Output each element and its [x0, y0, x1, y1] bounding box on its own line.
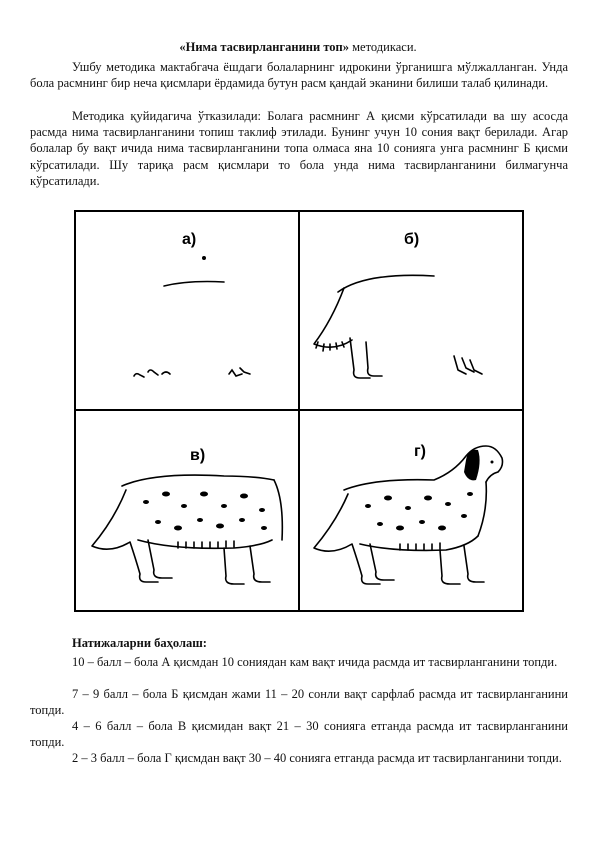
result-item-10: 10 – балл – бола А қисмдан 10 сониядан кам вақт ичида расмда ит тасвирланганини топди.	[72, 655, 558, 669]
panel-a-fragments	[134, 257, 250, 377]
result-item-7-9: 7 – 9 балл – бола Б қисмдан жами 11 – 20 сонли вақт сарфлаб расмда ит тасвирланганини топди.	[30, 687, 568, 718]
result-item-2-3: 2 – 3 балл – бола Г қисмдан вақт 30 – 40 сонияга етганда расмда ит тасвирланганини топди.	[72, 751, 562, 765]
paragraph-intro: Ушбу методика мактабгача ёшдаги болаларнинг идрокини ўрганишга мўлжалланган. Унда бола расмнинг бир неча қисмлари ёрдамида бутун расм қандай эканини билиши талаб қилинади.	[30, 60, 568, 91]
dog-figure	[74, 210, 524, 612]
title-bold: «Нима тасвирланганини топ»	[179, 40, 350, 54]
panel-b-fragments	[314, 275, 482, 378]
panel-g-spots	[365, 450, 494, 531]
dog-figure-svg	[74, 210, 524, 612]
paragraph-procedure: Методика қуйидагича ўтказилади: Болага расмнинг А қисми кўрсатилади ва шу асосда расмда нима тасвирланганини топиш таклиф этилади. Бунинг учун 10 сония вақт берилади. Агар болалар бу вақт ичида нима тасвирланганини топа олмаса яна 10 сонияга унга расмнинг Б қисми кўрсатилади. Шу тариқа расм қисмлари то бола унда нима тасвирланганини билмагунча кўрсатилади.	[30, 109, 568, 188]
result-item-4-6: 4 – 6 балл – бола В қисмидан вақт 21 – 30 сонияга етганда расмда ит тасвирланганини топди.	[30, 719, 568, 750]
panel-v-spots	[143, 492, 267, 531]
panel-label-b: б)	[404, 231, 420, 248]
panel-label-v: в)	[190, 447, 206, 464]
results-title: Натижаларни баҳолаш:	[72, 636, 207, 650]
title-rest: методикаси.	[349, 40, 417, 54]
panel-label-a: а)	[182, 231, 197, 248]
panel-label-g: г)	[414, 443, 426, 460]
panel-v-dog	[92, 475, 282, 584]
page-title	[0, 40, 596, 55]
